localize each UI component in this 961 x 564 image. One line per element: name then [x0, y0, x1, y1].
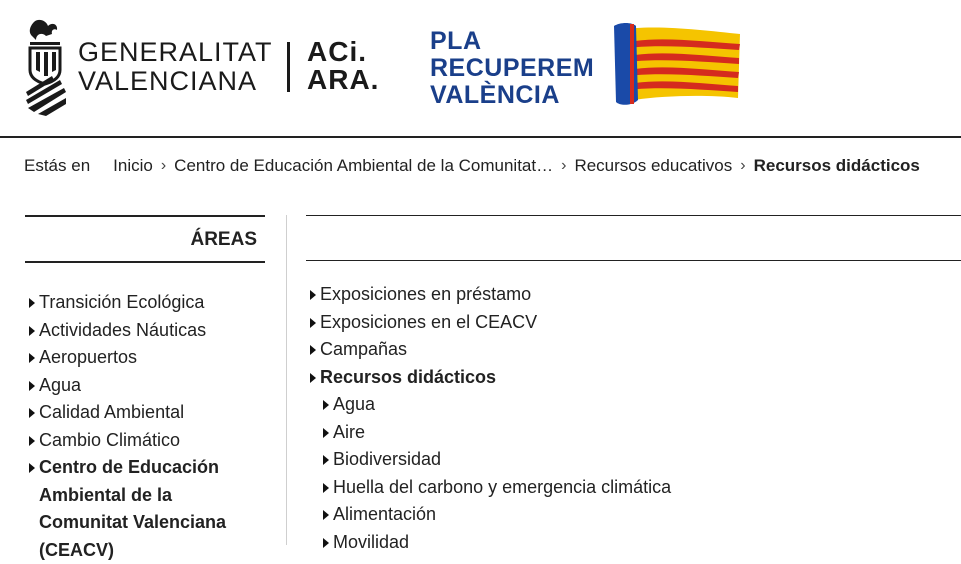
caret-right-icon: [29, 436, 35, 446]
areas-header: [25, 215, 265, 263]
caret-right-icon: [323, 400, 329, 410]
list-item-active[interactable]: [29, 454, 265, 564]
breadcrumb-link-ceacv[interactable]: Centro de Educación Ambiental de la Comunitat…: [174, 156, 554, 175]
submenu-item[interactable]: [323, 474, 950, 502]
caret-right-icon: [29, 353, 35, 363]
submenu-item[interactable]: [323, 419, 950, 447]
submenu-item[interactable]: [323, 501, 950, 529]
submenu-link[interactable]: Movilidad: [333, 531, 410, 552]
area-link[interactable]: Agua: [39, 374, 82, 395]
ara-text: ARA.: [307, 64, 380, 95]
pla-line3: VALÈNCIA: [430, 81, 560, 109]
pla-line1: PLA: [430, 27, 482, 55]
submenu-link[interactable]: Aire: [333, 421, 366, 442]
valencia-flag-icon: [612, 20, 744, 108]
submenu-item[interactable]: [323, 391, 950, 419]
caret-right-icon: [29, 381, 35, 391]
breadcrumb: [24, 156, 920, 176]
caret-right-icon: [323, 455, 329, 465]
caret-right-icon: [323, 510, 329, 520]
menu-link[interactable]: Campañas: [320, 339, 408, 359]
chevron-right-icon: ›: [561, 157, 567, 174]
area-link[interactable]: Actividades Náuticas: [39, 319, 207, 340]
caret-right-icon: [323, 538, 329, 548]
list-item[interactable]: [29, 289, 265, 317]
breadcrumb-prefix: Estás en: [24, 156, 91, 175]
column-divider: [286, 215, 287, 545]
submenu-link[interactable]: Agua: [333, 394, 376, 414]
content-header-rule: [306, 215, 961, 261]
menu-item-active[interactable]: [310, 364, 950, 557]
submenu-item[interactable]: [323, 446, 950, 474]
caret-right-icon: [29, 408, 35, 418]
caret-right-icon: [310, 373, 316, 383]
areas-sidebar: [25, 215, 265, 263]
chevron-right-icon: ›: [740, 157, 746, 174]
caret-right-icon: [323, 428, 329, 438]
caret-right-icon: [29, 326, 35, 336]
chevron-right-icon: ›: [160, 157, 167, 174]
area-link[interactable]: Aeropuertos: [39, 347, 138, 367]
area-link[interactable]: Cambio Climático: [39, 429, 181, 450]
submenu: [310, 391, 950, 556]
submenu-link[interactable]: Alimentación: [333, 504, 437, 524]
menu-item[interactable]: [310, 336, 950, 364]
generalitat-emblem-icon: [24, 18, 68, 116]
menu-item[interactable]: [310, 281, 950, 309]
section-menu: [310, 281, 950, 556]
list-item[interactable]: [29, 344, 265, 372]
caret-right-icon: [323, 483, 329, 493]
submenu-item[interactable]: [323, 529, 950, 557]
area-link-current[interactable]: Centro de Educación Ambiental de la Comunitat Valenciana (CEACV): [39, 457, 227, 560]
caret-right-icon: [29, 463, 35, 473]
menu-link[interactable]: Exposiciones en el CEACV: [320, 311, 538, 332]
generalitat-wordmark: [78, 38, 273, 96]
logo-divider: [287, 42, 290, 92]
aci-ara-logo[interactable]: [307, 38, 379, 94]
list-item[interactable]: [29, 427, 265, 455]
pla-line2: RECUPEREM: [430, 54, 595, 82]
aci-text: ACi.: [307, 36, 367, 67]
list-item[interactable]: [29, 317, 265, 345]
breadcrumb-link-inicio[interactable]: Inicio: [113, 156, 153, 175]
submenu-link[interactable]: Biodiversidad: [333, 449, 442, 469]
breadcrumb-current: Recursos didácticos: [753, 156, 920, 175]
generalitat-logo[interactable]: [24, 18, 273, 116]
menu-link-current[interactable]: Recursos didácticos: [320, 366, 497, 387]
menu-item[interactable]: [310, 309, 950, 337]
areas-title: ÁREAS: [190, 229, 257, 250]
menu-link[interactable]: Exposiciones en préstamo: [320, 284, 532, 304]
caret-right-icon: [29, 298, 35, 308]
areas-list: [29, 289, 265, 564]
caret-right-icon: [310, 290, 316, 300]
submenu-link[interactable]: Huella del carbono y emergencia climática: [333, 476, 672, 497]
caret-right-icon: [310, 345, 316, 355]
site-header: [0, 0, 961, 138]
generalitat-line2: VALENCIANA: [78, 66, 258, 96]
caret-right-icon: [310, 318, 316, 328]
list-item[interactable]: [29, 372, 265, 400]
area-link[interactable]: Transición Ecológica: [39, 292, 205, 312]
generalitat-line1: GENERALITAT: [78, 37, 273, 67]
breadcrumb-link-recursos-educativos[interactable]: Recursos educativos: [574, 156, 733, 175]
list-item[interactable]: [29, 399, 265, 427]
area-link[interactable]: Calidad Ambiental: [39, 402, 185, 422]
pla-recuperem-logo[interactable]: [430, 28, 594, 109]
